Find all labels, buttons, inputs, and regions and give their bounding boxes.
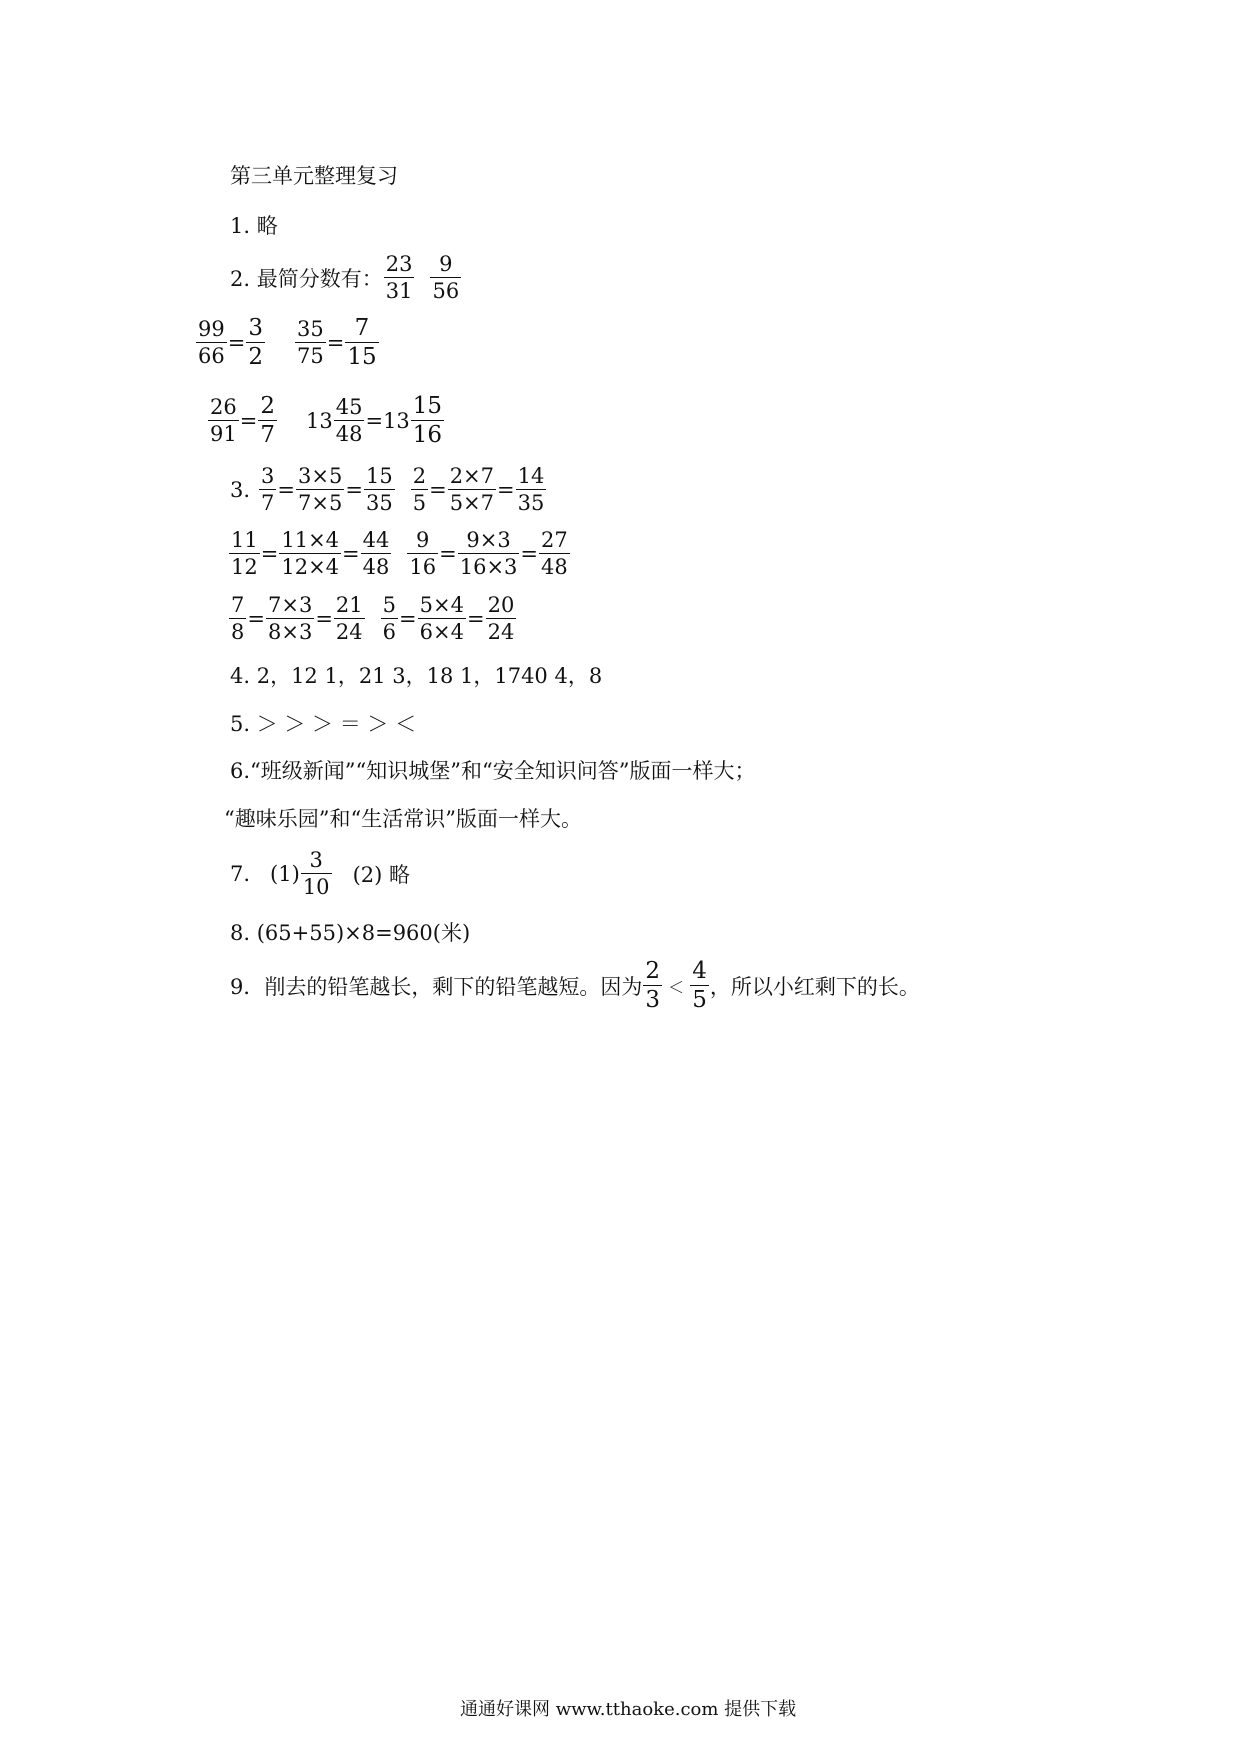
fraction: $\frac{3}{7}$ [261,464,275,515]
answer-6-line-2: “趣味乐园”和“生活常识”版面一样大。 [224,807,582,831]
fraction: 23 31 [385,252,413,303]
answer-8: 8. (65+55)×8=960(米) [230,921,471,945]
footer-text: 通通好课网 www.tthaoke.com 提供下载 [460,1699,797,1720]
answer-9: 9．削去的铅笔越长，剩下的铅笔越短。因为 2 3 ＜ 4 5 ，所以小红剩下的长。 [230,958,920,1013]
simplify-row-2: $\frac{26}{91}$ = $\frac{2}{7}$ 13 $\frac{45}{48}$ = 13 15 16 [210,393,443,448]
fraction: 2 3 [645,958,660,1013]
fraction: $\frac{15}{35}$ [365,464,393,515]
fraction: $\frac{35}{75}$ [296,317,324,368]
fraction: $\frac{45}{48}$ [335,395,363,446]
simplify-row-1: $\frac{99}{66}$ = $\frac{3}{2}$ $\frac{35}{75}$ = $\frac{7}{15}$ [198,315,377,370]
fraction: $\frac{2}{5}$ [412,464,427,515]
fraction: $\frac{2}{7}$ [260,393,275,448]
fraction: 3 10 [302,848,330,899]
fraction: 15 16 [412,393,443,448]
fraction: $\frac{5\times 4}{6\times 4}$ [419,593,464,644]
fraction: $\frac{9}{16}$ [409,528,437,579]
fraction: $\frac{3\times 5}{7\times 5}$ [298,464,343,515]
answer-2 [230,254,462,302]
fraction: 9 56 [432,252,460,303]
fraction: $\frac{3}{2}$ [248,315,263,370]
answer-3-row-2: $\frac{11}{12}$ = $\frac{11\times 4}{12\times 4}$ = $\frac{44}{48}$ $\frac{9}{16}$ = $\frac{9\times 3}{16\times 3}$ = $\frac{27}{48}$ [231,528,568,579]
answer-4: 4. 2，12 1，21 3，18 1，1740 4，8 [230,664,603,688]
fraction: $\frac{11\times 4}{12\times 4}$ [281,528,340,579]
fraction: $\frac{7\times 3}{8\times 3}$ [267,593,313,644]
answer-3-row-1: 3. $\frac{3}{7}$ = $\frac{3\times 5}{7\times 5}$ = $\frac{15}{35}$ $\frac{2}{5}$ = $\frac{2\times 7}{5\times 7}$ = $\frac{14}{35}$ [230,464,545,515]
answer-6-line-1: 6.“班级新闻”“知识城堡”和“安全知识问答”版面一样大； [230,759,756,783]
fraction: $\frac{11}{12}$ [231,528,258,579]
fraction: 4 5 [692,958,707,1013]
fraction: $\frac{99}{66}$ [198,317,225,368]
page-title: 第三单元整理复习 [230,164,398,188]
fraction: $\frac{7}{8}$ [231,593,245,644]
answer-7: 7. (1) 3 10 (2) 略 [230,848,410,899]
answer-2-label: 2. 最简分数有： [230,267,383,291]
answer-3-label: 3. [230,478,251,502]
fraction: $\frac{21}{24}$ [335,593,363,644]
answer-3-row-3: $\frac{7}{8}$ = $\frac{7\times 3}{8\times 3}$ = $\frac{21}{24}$ $\frac{5}{6}$ = $\frac{5\times 4}{6\times 4}$ = $\frac{20}{24}$ [231,593,515,644]
fraction: $\frac{2\times 7}{5\times 7}$ [449,464,495,515]
fraction: $\frac{20}{24}$ [487,593,515,644]
fraction: $\frac{27}{48}$ [541,528,568,579]
fraction: $\frac{14}{35}$ [517,464,545,515]
fraction: $\frac{26}{91}$ [210,395,237,446]
fraction: $\frac{44}{48}$ [362,528,390,579]
fraction: $\frac{9\times 3}{16\times 3}$ [459,528,518,579]
fraction: $\frac{7}{15}$ [347,315,377,370]
answer-5: 5. ＞ ＞ ＞ ＝ ＞ ＜ [230,712,417,736]
fraction: $\frac{5}{6}$ [382,593,397,644]
answer-1: 1. 略 [230,214,278,238]
